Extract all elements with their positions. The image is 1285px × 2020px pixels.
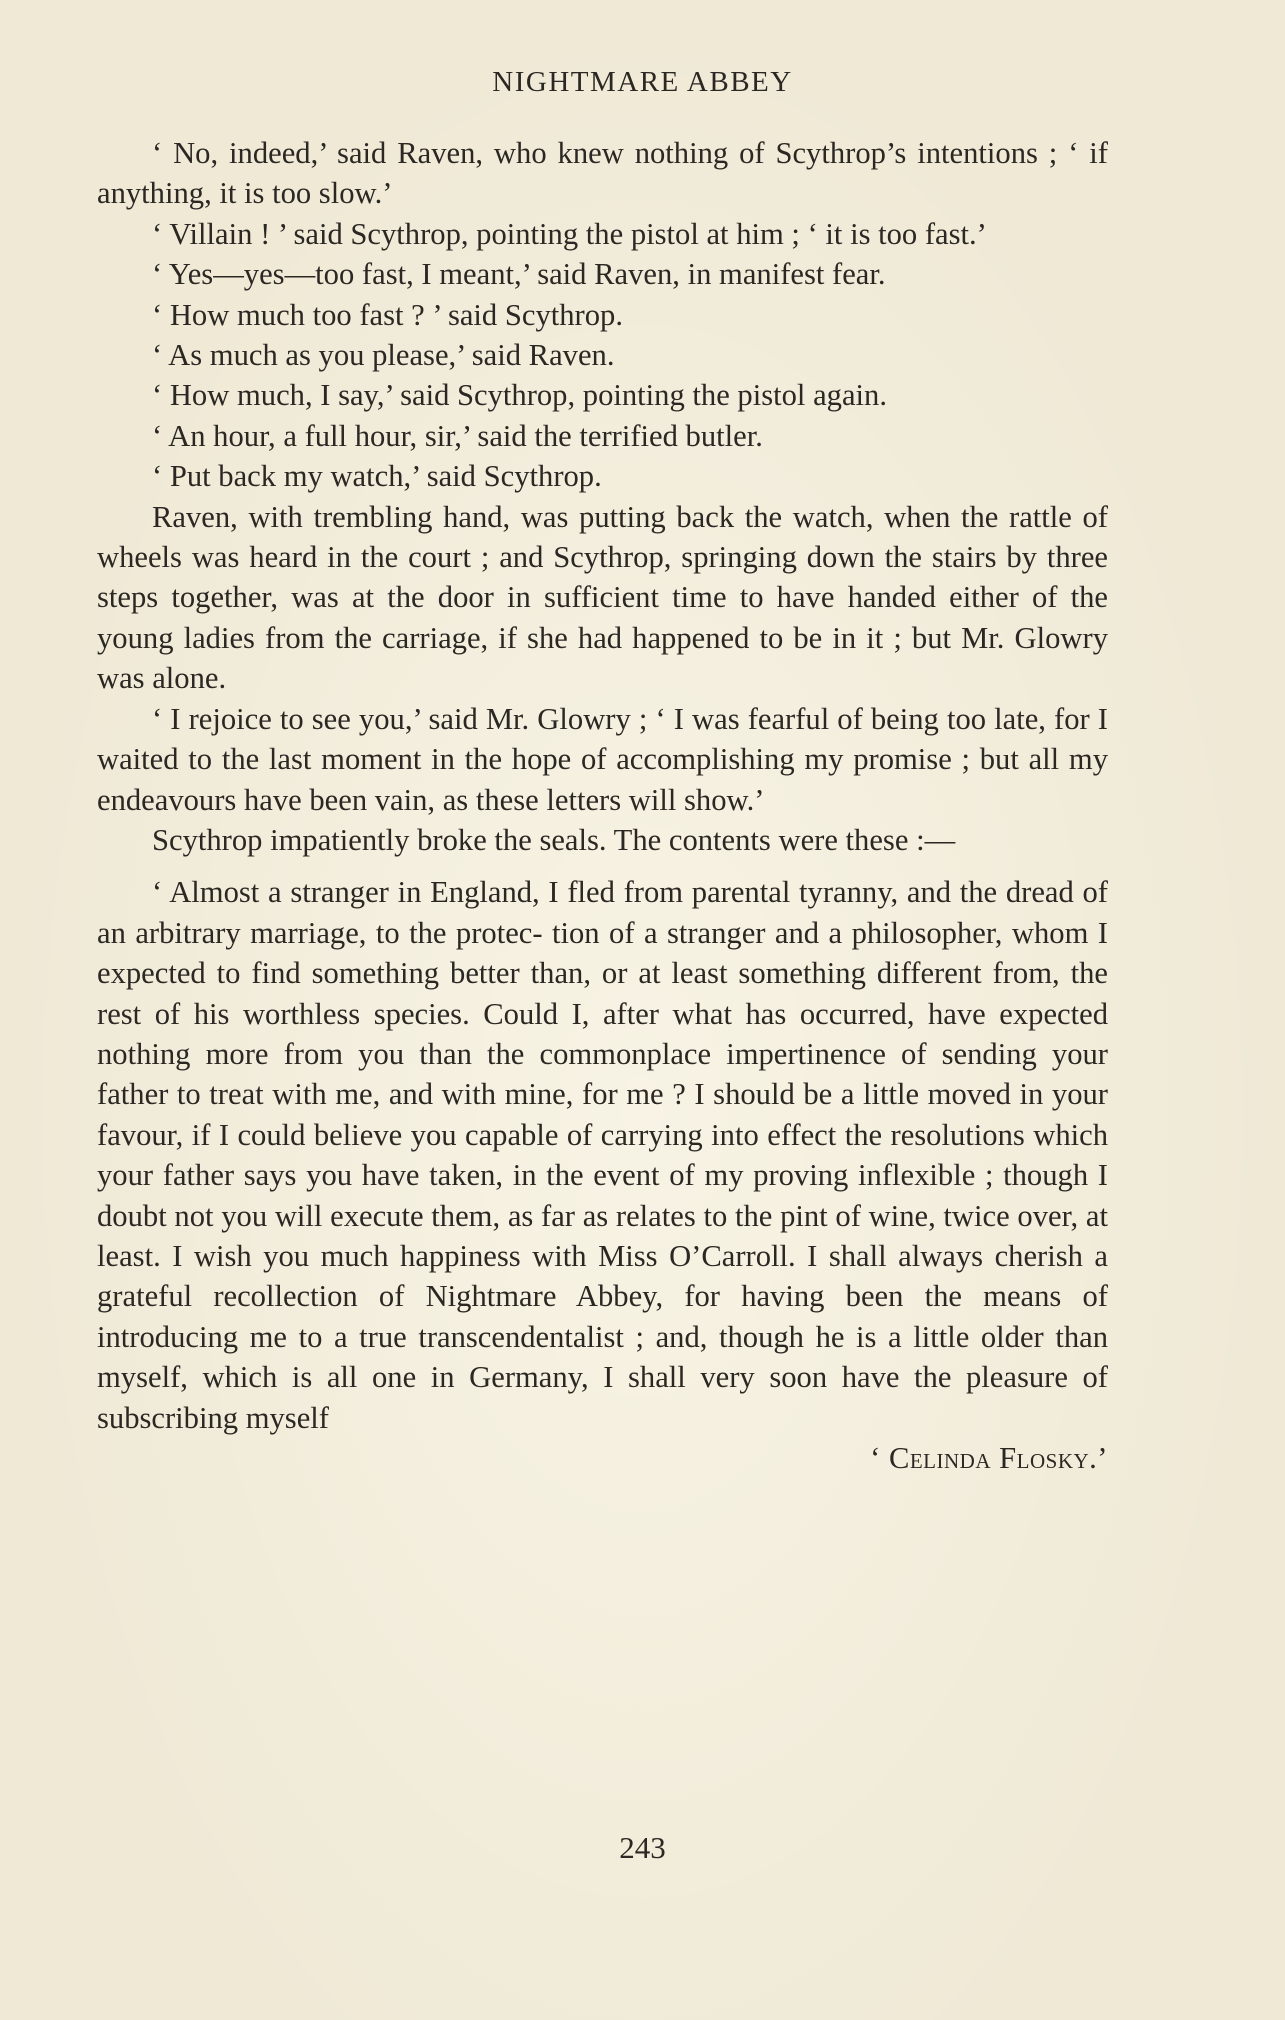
paragraph: ‘ As much as you please,’ said Raven. xyxy=(152,338,615,373)
paragraph: Raven, with trembling hand, was putting back the watch, when the rattle of wheels was heard in the court ; and Scythrop, springing down the stairs by three steps together, was at the door in sufficient time to have handed either of the young ladies from the carriage, if she had happened to be in it ; but Mr. Glowry was alone. xyxy=(97,499,1108,696)
letter-paragraph: ‘ Almost a stranger in England, I fled from parental tyranny, and the dread of an arbitrary marriage, to the protec- tion of a stranger and a philosopher, whom I expected to find something better than, or at least something different from, the rest of his worthless species. Could I, after what has occurred, have expected nothing more from you than the commonplace impertinence of sending your father to treat with me, and with mine, for me ? I should be a little moved in your favour, if I could believe you capable of carrying into effect the resolutions which your father says you have taken, in the event of my proving inflexible ; though I doubt not you will execute them, as far as relates to the pint of wine, twice over, at least. I wish you much happiness with Miss O’Carroll. I shall always cherish a grateful recollection of Nightmare Abbey, for having been the means of introducing me to a true transcendentalist ; and, though he is a little older than myself, which is all one in Germany, I shall very soon have the pleasure of subscribing myself xyxy=(97,875,1108,1435)
paragraph: ‘ An hour, a full hour, sir,’ said the terrified butler. xyxy=(152,418,763,453)
paragraph: ‘ How much too fast ? ’ said Scythrop. xyxy=(152,297,623,332)
paragraph: ‘ Put back my watch,’ said Scythrop. xyxy=(152,459,602,494)
paragraph: ‘ How much, I say,’ said Scythrop, pointing the pistol again. xyxy=(152,378,887,413)
paragraph: ‘ I rejoice to see you,’ said Mr. Glowry ; ‘ I was fearful of being too late, for I waited to the last moment in the hope of accomplishing my promise ; but all my endeavours have been vain, as these letters will show.’ xyxy=(97,701,1108,817)
page-number: 243 xyxy=(619,1830,666,1865)
body-text xyxy=(97,133,1108,1478)
paragraph: Scythrop impatiently broke the seals. The contents were these :— xyxy=(152,822,956,857)
letter-signature: ‘ Celinda Flosky.’ xyxy=(870,1441,1108,1475)
paragraph: ‘ Yes—yes—too fast, I meant,’ said Raven, in manifest fear. xyxy=(152,257,886,292)
running-title: NIGHTMARE ABBEY xyxy=(492,66,793,98)
paragraph: ‘ No, indeed,’ said Raven, who knew nothing of Scythrop’s intentions ; ‘ if anything, it is too slow.’ xyxy=(97,136,1108,211)
paragraph: ‘ Villain ! ’ said Scythrop, pointing the pistol at him ; ‘ it is too fast.’ xyxy=(152,216,987,251)
